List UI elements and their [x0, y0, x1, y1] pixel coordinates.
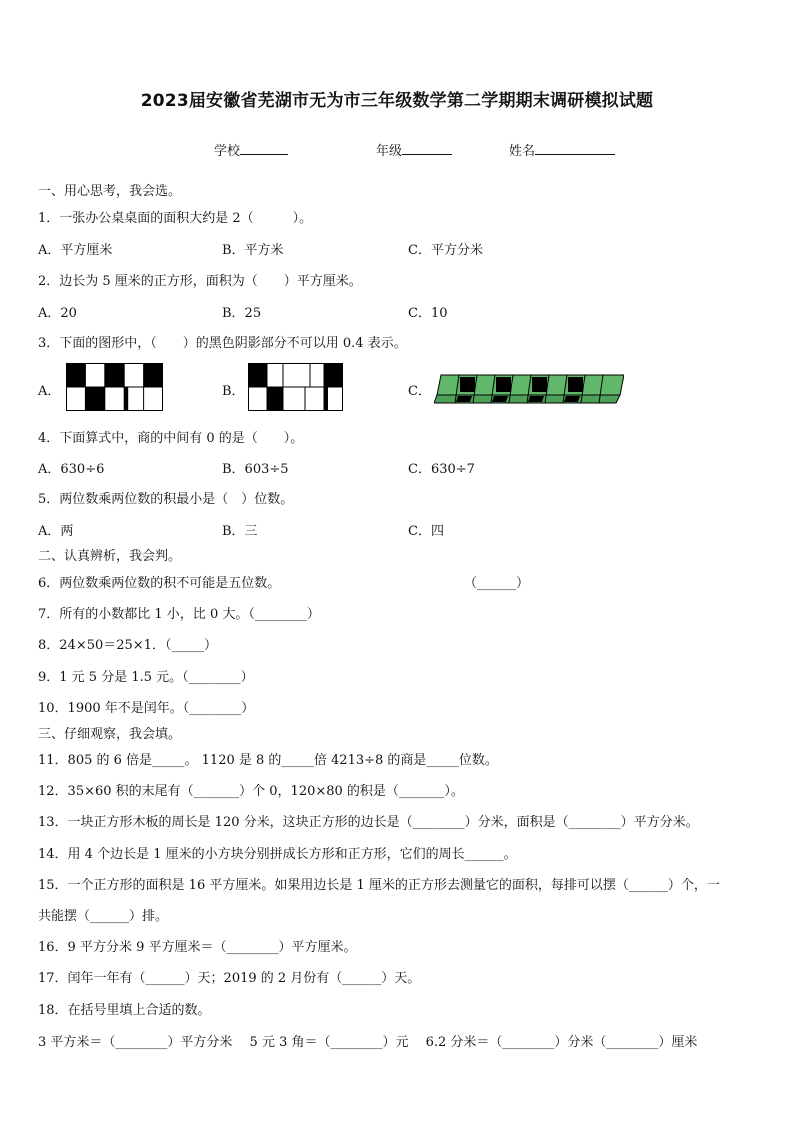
q3-option-c[interactable]: C． — [408, 384, 431, 399]
question-6: 6．两位数乘两位数的积不可能是五位数。 — [38, 576, 281, 591]
question-1: 1．一张办公桌桌面的面积大约是 2（ ）。 — [38, 211, 313, 226]
question-15-line1: 15．一个正方形的面积是 16 平方厘米。如果用边长是 1 厘米的正方形去测量它的面积，每排可以摆（______）个，一 — [38, 878, 720, 893]
question-11: 11．805 的 6 倍是_____。 1120 是 8 的_____倍 4213÷8 的商是_____位数。 — [38, 753, 498, 768]
q2-option-b[interactable]: B．25 — [222, 306, 262, 321]
question-10: 10．1900 年不是闰年。（________） — [38, 701, 255, 716]
q1-option-a[interactable]: A．平方厘米 — [38, 243, 113, 258]
question-16: 16．9 平方分米 9 平方厘米＝（________）平方厘米。 — [38, 940, 357, 955]
section3-heading: 三、仔细观察，我会填。 — [38, 727, 182, 742]
grade-blank[interactable] — [402, 142, 452, 155]
q3-option-a[interactable]: A． — [38, 384, 61, 399]
q5-option-c[interactable]: C．四 — [408, 524, 444, 539]
name-label: 姓名 — [509, 144, 536, 159]
grade-field — [376, 140, 452, 159]
q3-figure-c — [434, 372, 624, 405]
q2-option-c[interactable]: C．10 — [408, 306, 448, 321]
question-5: 5．两位数乘两位数的积最小是（ ）位数。 — [38, 492, 294, 507]
question-15-line2: 共能摆（______）排。 — [38, 909, 169, 924]
q4-option-a[interactable]: A．630÷6 — [38, 462, 105, 477]
q3-option-b[interactable]: B． — [222, 384, 245, 399]
question-9: 9．1 元 5 分是 1.5 元。（________） — [38, 670, 254, 685]
q2-option-a[interactable]: A．20 — [38, 306, 77, 321]
question-4: 4．下面算式中，商的中间有 0 的是（ ）。 — [38, 431, 304, 446]
q4-option-c[interactable]: C．630÷7 — [408, 462, 475, 477]
q4-option-b[interactable]: B．603÷5 — [222, 462, 289, 477]
question-17: 17．闰年一年有（______）天；2019 的 2 月份有（______）天。 — [38, 971, 421, 986]
question-3: 3．下面的图形中，（ ）的黑色阴影部分不可以用 0.4 表示。 — [38, 336, 407, 351]
q1-option-b[interactable]: B．平方米 — [222, 243, 284, 258]
q5-option-a[interactable]: A．两 — [38, 524, 74, 539]
school-blank[interactable] — [240, 142, 288, 155]
question-12: 12．35×60 积的末尾有（_______）个 0，120×80 的积是（_______）。 — [38, 784, 464, 799]
school-label: 学校 — [214, 144, 241, 159]
grade-label: 年级 — [376, 144, 403, 159]
name-blank[interactable] — [535, 142, 615, 155]
school-field — [214, 140, 288, 159]
q6-answer-blank[interactable]: （______） — [464, 576, 530, 591]
question-7: 7．所有的小数都比 1 小，比 0 大。（________） — [38, 607, 320, 622]
q3-figure-a — [66, 363, 163, 411]
section2-heading: 二、认真辨析，我会判。 — [38, 549, 182, 564]
question-8: 8．24×50＝25×1．（_____） — [38, 638, 217, 653]
name-field — [509, 140, 615, 159]
q3-figure-b — [248, 363, 343, 411]
q1-option-c[interactable]: C．平方分米 — [408, 243, 483, 258]
question-18-items: 3 平方米＝（________）平方分米 5 元 3 角＝（________）元 6.2 分米＝（________）分米（________）厘米 — [38, 1035, 698, 1050]
question-2: 2．边长为 5 厘米的正方形，面积为（ ）平方厘米。 — [38, 274, 362, 289]
section1-heading: 一、用心思考，我会选。 — [38, 184, 182, 199]
question-18: 18．在括号里填上合适的数。 — [38, 1003, 211, 1018]
question-13: 13．一块正方形木板的周长是 120 分米，这块正方形的边长是（________）分米，面积是（________）平方分米。 — [38, 815, 699, 830]
page-title: 2023届安徽省芜湖市无为市三年级数学第二学期期末调研模拟试题 — [140, 91, 654, 111]
question-14: 14．用 4 个边长是 1 厘米的小方块分别拼成长方形和正方形，它们的周长______。 — [38, 847, 517, 862]
q5-option-b[interactable]: B．三 — [222, 524, 258, 539]
